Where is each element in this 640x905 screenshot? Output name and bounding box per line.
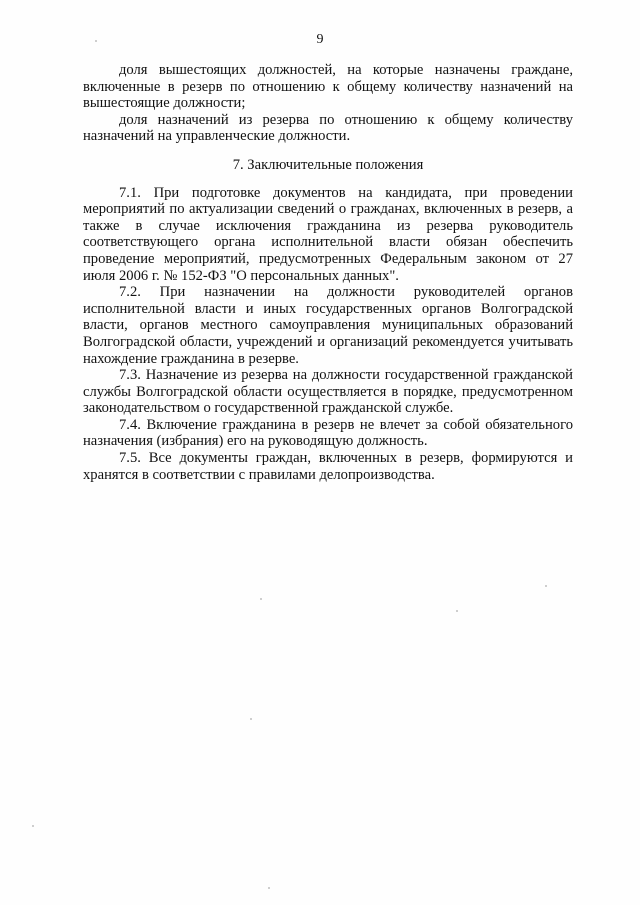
scan-speck <box>456 610 458 612</box>
clause-7-3: 7.3. Назначение из резерва на должности государственной гражданской службы Волгоградской области осуществляется в порядке, предусмотренном законодательством о государственной гражданской службе. <box>83 367 573 417</box>
intro-paragraph-2: доля назначений из резерва по отношению к общему количеству назначений на управленческие должности. <box>83 111 573 145</box>
clause-7-5: 7.5. Все документы граждан, включенных в резерв, формируются и хранятся в соответствии с правилами делопроизводства. <box>83 450 573 483</box>
clause-7-4: 7.4. Включение гражданина в резерв не влечет за собой обязательного назначения (избрания) его на руководящую должность. <box>83 416 573 450</box>
scan-speck <box>95 40 97 42</box>
page-number: 9 <box>316 32 324 47</box>
clause-7-2: 7.2. При назначении на должности руководителей органов исполнительной власти и иных государственных органов Волгоградской власти, органов местного самоуправления муниципальных образований Волгоградской области, учреждений и организаций рекомендуется учитывать нахождение гражданина в резерве. <box>83 284 573 367</box>
scan-speck <box>545 585 547 587</box>
section-heading: 7. Заключительные положения <box>232 156 424 173</box>
scan-speck <box>32 825 34 827</box>
scan-speck <box>260 598 262 600</box>
clause-7-1: 7.1. При подготовке документов на кандидата, при проведении мероприятий по актуализации сведений о гражданах, включенных в резерв, а также в случае исключения гражданина из резерва руководитель соответствующего органа исполнительной власти обязан обеспечить проведение мероприятий, предусмотренных Федеральным законом от 27 июля 2006 г. № 152-ФЗ "О персональных данных". <box>83 184 573 284</box>
scan-speck <box>250 718 252 720</box>
intro-paragraph-1: доля вышестоящих должностей, на которые назначены граждане, включенные в резерв по отношению к общему количеству назначений на вышестоящие должности; <box>83 62 573 112</box>
scan-speck <box>268 887 270 889</box>
document-body <box>83 62 573 483</box>
